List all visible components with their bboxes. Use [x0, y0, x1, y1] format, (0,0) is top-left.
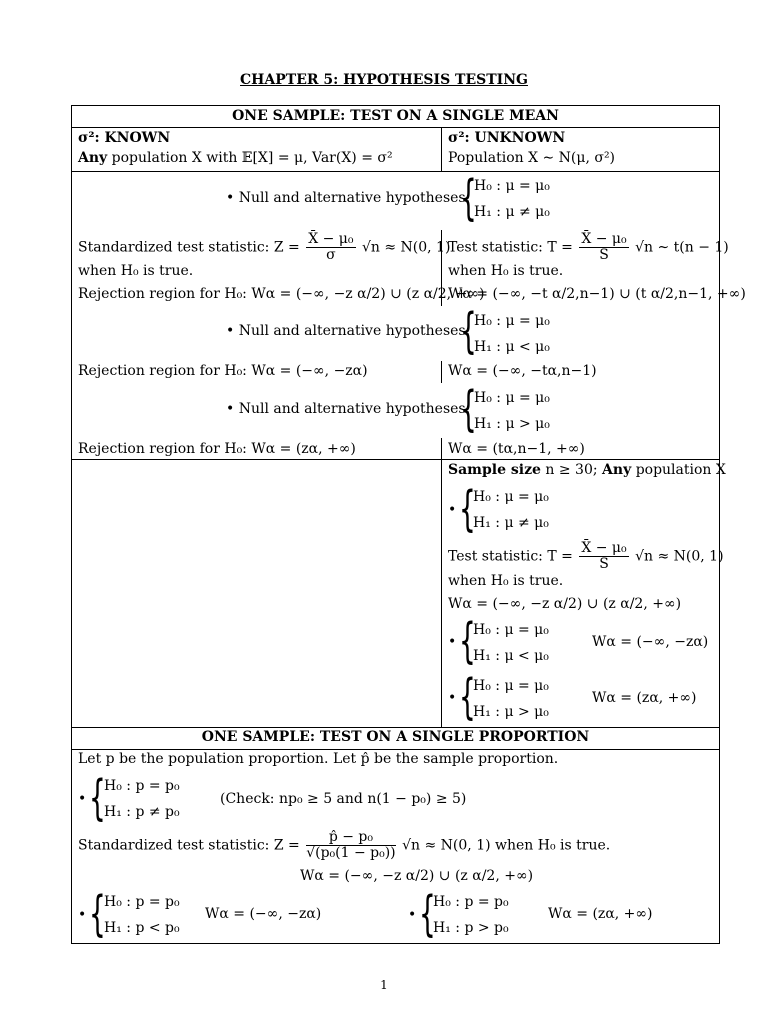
ls-stat-fraction [579, 541, 628, 572]
brace-icon: { [460, 303, 477, 359]
ls-stat-den: S [599, 556, 609, 572]
reject-two-known: Rejection region for H₀: Wα = (−∞, −z α/2) ∪ (z α/2, +∞) [78, 286, 485, 302]
mean-section-header: ONE SAMPLE: TEST ON A SINGLE MEAN [232, 108, 559, 124]
large-sample-title [448, 462, 726, 478]
reject-right-unknown: Wα = (tα,n−1, +∞) [448, 441, 585, 457]
prop-w-two: Wα = (−∞, −z α/2) ∪ (z α/2, +∞) [300, 868, 534, 884]
column-divider [441, 127, 442, 171]
brace-icon: { [459, 481, 476, 537]
z-statistic [78, 232, 450, 263]
h1-left-sided: H₁ : μ < μ₀ [474, 339, 550, 355]
prop-stat-prefix: Standardized test statistic: Z = [78, 837, 300, 854]
page-title: CHAPTER 5: HYPOTHESIS TESTING [240, 72, 528, 88]
h1-right-sided: H₁ : μ > μ₀ [474, 416, 550, 432]
known-desc-bold: Any [78, 150, 108, 166]
bullet: • [448, 502, 457, 518]
ls-h1-two: H₁ : μ ≠ μ₀ [473, 515, 549, 531]
known-desc-text: population X with 𝔼[X] = μ, Var(X) = σ² [111, 150, 393, 166]
ls-h0-two: H₀ : μ = μ₀ [473, 489, 549, 505]
t-stat-num: X̄ − μ₀ [581, 231, 627, 247]
brace-icon: { [89, 770, 106, 826]
ls-h1-right: H₁ : μ > μ₀ [473, 704, 549, 720]
ls-statistic [448, 541, 724, 572]
bullet: • [448, 690, 457, 706]
large-sample-bold1: Sample size [448, 462, 541, 478]
h0-right-sided: H₀ : μ = μ₀ [474, 390, 550, 406]
divider [71, 749, 720, 750]
brace-icon: { [460, 381, 477, 437]
divider [71, 459, 720, 460]
divider [71, 171, 720, 172]
prop-check: (Check: np₀ ≥ 5 and n(1 − p₀) ≥ 5) [220, 791, 467, 807]
z-stat-suffix: √n ≈ N(0, 1) [361, 239, 451, 256]
brace-icon: { [459, 613, 476, 669]
prop-stat-fraction [306, 830, 395, 861]
unknown-desc: Population X ∼ N(μ, σ²) [448, 150, 616, 166]
t-stat-den: S [599, 247, 609, 263]
prop-stat-den: √(p₀(1 − p₀)) [306, 845, 396, 861]
divider [71, 127, 720, 128]
ls-stat-suffix: √n ≈ N(0, 1) [635, 548, 724, 565]
bullet: • [78, 907, 87, 923]
large-sample-bold2: Any [602, 462, 632, 478]
prop-h1-right: H₁ : p > p₀ [433, 920, 509, 936]
t-statistic [448, 232, 729, 263]
brace-icon: { [89, 886, 106, 942]
z-stat-fraction [306, 232, 355, 263]
h1-two-sided: H₁ : μ ≠ μ₀ [474, 204, 550, 220]
unknown-label: σ²: UNKNOWN [448, 130, 566, 146]
prop-h0-right: H₀ : p = p₀ [433, 894, 509, 910]
hypotheses-label: • Null and alternative hypotheses: [226, 190, 471, 206]
prop-section-header: ONE SAMPLE: TEST ON A SINGLE PROPORTION [201, 729, 590, 745]
prop-h1-left: H₁ : p < p₀ [104, 920, 180, 936]
bullet: • [78, 791, 87, 807]
large-sample-rest: population X [635, 462, 726, 478]
ls-w-left: Wα = (−∞, −zα) [592, 634, 709, 650]
known-desc [78, 150, 393, 166]
prop-h1-two: H₁ : p ≠ p₀ [104, 804, 180, 820]
reject-two-unknown: Wα = (−∞, −t α/2,n−1) ∪ (t α/2,n−1, +∞) [448, 286, 746, 302]
known-label: σ²: KNOWN [78, 130, 171, 146]
ls-w-two: Wα = (−∞, −z α/2) ∪ (z α/2, +∞) [448, 596, 682, 612]
when-true-known: when H₀ is true. [78, 263, 194, 279]
bullet: • [408, 907, 417, 923]
prop-stat-suffix: √n ≈ N(0, 1) when H₀ is true. [402, 837, 611, 854]
hypotheses-label: • Null and alternative hypotheses: [226, 401, 471, 417]
h0-two-sided: H₀ : μ = μ₀ [474, 178, 550, 194]
page-number: 1 [380, 978, 388, 992]
ls-stat-prefix: Test statistic: T = [448, 548, 573, 565]
reject-right-known: Rejection region for H₀: Wα = (zα, +∞) [78, 441, 356, 457]
prop-intro: Let p be the population proportion. Let p̂ be the sample proportion. [78, 751, 559, 767]
t-stat-suffix: √n ∼ t(n − 1) [635, 239, 729, 256]
ls-when-true: when H₀ is true. [448, 573, 564, 589]
ls-h0-right: H₀ : μ = μ₀ [473, 678, 549, 694]
when-true-unknown: when H₀ is true. [448, 263, 564, 279]
brace-icon: { [459, 669, 476, 725]
ls-h0-left: H₀ : μ = μ₀ [473, 622, 549, 638]
hypotheses-label: • Null and alternative hypotheses: [226, 323, 471, 339]
prop-h0-left: H₀ : p = p₀ [104, 894, 180, 910]
ls-h1-left: H₁ : μ < μ₀ [473, 648, 549, 664]
t-stat-fraction [579, 232, 628, 263]
z-stat-prefix: Standardized test statistic: Z = [78, 239, 300, 256]
divider [71, 727, 720, 728]
z-stat-num: X̄ − μ₀ [308, 231, 354, 247]
reject-left-known: Rejection region for H₀: Wα = (−∞, −zα) [78, 363, 368, 379]
ls-stat-num: X̄ − μ₀ [581, 540, 627, 556]
bullet: • [448, 634, 457, 650]
z-stat-den: σ [326, 247, 336, 263]
column-divider [441, 361, 442, 383]
prop-statistic [78, 830, 610, 861]
reject-left-unknown: Wα = (−∞, −tα,n−1) [448, 363, 597, 379]
column-divider [441, 438, 442, 727]
prop-h0-two: H₀ : p = p₀ [104, 778, 180, 794]
prop-stat-num: p̂ − p₀ [306, 830, 395, 846]
ls-w-right: Wα = (zα, +∞) [592, 690, 697, 706]
prop-w-right: Wα = (zα, +∞) [548, 906, 653, 922]
t-stat-prefix: Test statistic: T = [448, 239, 573, 256]
prop-w-left: Wα = (−∞, −zα) [205, 906, 322, 922]
large-sample-cond: n ≥ 30; [545, 462, 598, 478]
brace-icon: { [419, 886, 436, 942]
brace-icon: { [460, 170, 477, 226]
h0-left-sided: H₀ : μ = μ₀ [474, 313, 550, 329]
